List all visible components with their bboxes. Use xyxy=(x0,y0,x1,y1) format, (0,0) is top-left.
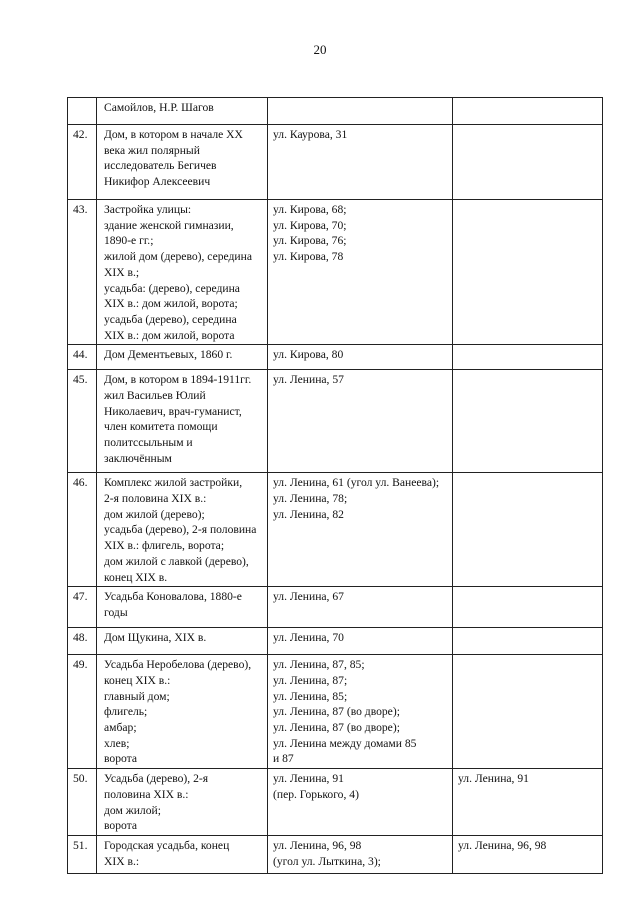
object-name-cell xyxy=(97,125,268,200)
cell-line: амбар; xyxy=(104,721,137,735)
extra-address-cell xyxy=(453,345,603,370)
cell-line: ул. Ленина, 91 xyxy=(273,772,344,786)
table-row xyxy=(68,200,603,345)
cell-line: XIX в.: флигель, ворота; xyxy=(104,539,225,553)
cell-line: (пер. Горького, 4) xyxy=(273,787,359,801)
cell-line: Усадьба (дерево), 2-я xyxy=(104,772,209,786)
cell-line: Дом, в котором в 1894-1911гг. xyxy=(104,373,252,387)
address-cell xyxy=(268,473,453,587)
cell-line: 2-я половина XIX в.: xyxy=(104,492,207,506)
cell-line: Комплекс жилой застройки, xyxy=(104,476,243,490)
cell-line: ул. Ленина, 96, 98 xyxy=(273,838,362,852)
cell-line: Самойлов, Н.Р. Шагов xyxy=(104,101,214,114)
row-number-cell: 51. xyxy=(68,835,97,873)
object-name-cell xyxy=(97,370,268,473)
cell-line: ул. Ленина, 85; xyxy=(273,689,348,703)
extra-address-cell xyxy=(453,370,603,473)
cell-line: флигель; xyxy=(104,705,148,719)
cell-line: ул. Ленина, 82 xyxy=(273,507,344,521)
address-cell xyxy=(268,655,453,769)
cell-line: Дом Дементьевых, 1860 г. xyxy=(104,348,233,362)
address-cell xyxy=(268,98,453,125)
object-name-cell xyxy=(97,587,268,628)
table-row xyxy=(68,835,603,873)
extra-address-cell xyxy=(453,200,603,345)
cell-line: и 87 xyxy=(273,752,294,766)
cell-line: Застройка улицы: xyxy=(104,203,192,216)
address-cell xyxy=(268,587,453,628)
cell-line: Дом Щукина, XIX в. xyxy=(104,631,207,645)
cell-line: ул. Ленина, 87 (во дворе); xyxy=(273,721,400,735)
extra-address-cell xyxy=(453,473,603,587)
cell-line: ул. Ленина, 87 (во дворе); xyxy=(273,705,400,719)
extra-address-cell xyxy=(453,769,603,836)
row-number-cell: 47. xyxy=(68,587,97,628)
cell-line: ул. Кирова, 70; xyxy=(273,218,347,232)
object-name-cell xyxy=(97,769,268,836)
cell-line: ул. Ленина, 87; xyxy=(273,673,348,687)
table-row xyxy=(68,655,603,769)
address-cell xyxy=(268,769,453,836)
address-cell xyxy=(268,345,453,370)
extra-address-cell xyxy=(453,98,603,125)
address-cell xyxy=(268,628,453,655)
cell-line: XIX в.: xyxy=(104,854,140,868)
cell-line: заключённым xyxy=(104,451,172,465)
extra-address-cell xyxy=(453,628,603,655)
cell-line: Городская усадьба, конец xyxy=(104,838,230,852)
object-name-cell xyxy=(97,655,268,769)
row-number-cell: 44. xyxy=(68,345,97,370)
cell-line: ул. Кирова, 68; xyxy=(273,203,347,216)
cell-line: века жил полярный xyxy=(104,143,200,157)
extra-address-cell xyxy=(453,125,603,200)
page-number: 20 xyxy=(313,42,327,57)
cell-line: исследователь Бегичев xyxy=(104,159,217,173)
table-body xyxy=(68,98,603,874)
object-name-cell xyxy=(97,200,268,345)
cell-line: Никифор Алексеевич xyxy=(104,175,211,189)
cell-line: Дом, в котором в начале XX xyxy=(104,128,243,141)
cell-line: политссыльным и xyxy=(104,436,193,450)
cell-line: ул. Каурова, 31 xyxy=(273,128,348,141)
object-name-cell xyxy=(97,835,268,873)
cell-line: Николаевич, врач-гуманист, xyxy=(104,404,242,418)
cell-line: ул. Ленина, 61 (угол ул. Ванеева); xyxy=(273,476,440,490)
cell-line: ул. Кирова, 80 xyxy=(273,348,344,362)
cell-line: XIX в.; xyxy=(104,265,140,279)
address-cell xyxy=(268,370,453,473)
cell-line: жил Васильев Юлий xyxy=(104,389,206,403)
cell-line: усадьба: (дерево), середина xyxy=(104,281,240,295)
monuments-table xyxy=(67,97,603,874)
cell-line: конец XIX в. xyxy=(104,570,168,584)
cell-line: (угол ул. Лыткина, 3); xyxy=(273,854,381,868)
cell-line: XIX в.: дом жилой, ворота; xyxy=(104,297,238,311)
row-number-cell: 42. xyxy=(68,125,97,200)
row-number-cell: 48. xyxy=(68,628,97,655)
cell-line: ул. Кирова, 76; xyxy=(273,234,347,248)
cell-line: член комитета помощи xyxy=(104,420,218,434)
cell-line: Усадьба Коновалова, 1880-е xyxy=(104,590,242,604)
extra-address-cell xyxy=(453,655,603,769)
cell-line: усадьба (дерево), 2-я половина xyxy=(104,523,257,537)
address-cell xyxy=(268,125,453,200)
address-cell xyxy=(268,835,453,873)
cell-line: дом жилой (дерево); xyxy=(104,507,205,521)
object-name-cell xyxy=(97,345,268,370)
cell-line: ул. Ленина, 70 xyxy=(273,631,344,645)
cell-line: ул. Ленина между домами 85 xyxy=(273,736,417,750)
row-number-cell xyxy=(68,98,97,125)
table-row xyxy=(68,769,603,836)
cell-line: главный дом; xyxy=(104,689,170,703)
table-row xyxy=(68,98,603,125)
extra-address-cell xyxy=(453,587,603,628)
cell-line: ул. Ленина, 96, 98 xyxy=(458,838,547,852)
object-name-cell xyxy=(97,98,268,125)
object-name-cell xyxy=(97,473,268,587)
table-row xyxy=(68,473,603,587)
row-number-cell: 46. xyxy=(68,473,97,587)
cell-line: Усадьба Неробелова (дерево), xyxy=(104,658,252,672)
cell-line: ул. Ленина, 78; xyxy=(273,492,348,506)
table-row xyxy=(68,345,603,370)
cell-line: ворота xyxy=(104,819,137,833)
cell-line: дом жилой с лавкой (дерево), xyxy=(104,554,249,568)
cell-line: годы xyxy=(104,605,128,619)
cell-line: усадьба (дерево), середина xyxy=(104,312,237,326)
cell-line: дом жилой; xyxy=(104,803,161,817)
cell-line: XIX в.: дом жилой, ворота xyxy=(104,328,235,342)
cell-line: конец XIX в.: xyxy=(104,673,171,687)
cell-line: половина XIX в.: xyxy=(104,787,189,801)
row-number-cell: 43. xyxy=(68,200,97,345)
row-number-cell: 50. xyxy=(68,769,97,836)
cell-line: ул. Ленина, 91 xyxy=(458,772,529,786)
table-row xyxy=(68,628,603,655)
table-row xyxy=(68,587,603,628)
table-row xyxy=(68,370,603,473)
address-cell xyxy=(268,200,453,345)
object-name-cell xyxy=(97,628,268,655)
cell-line: ул. Ленина, 57 xyxy=(273,373,344,387)
cell-line: ул. Ленина, 87, 85; xyxy=(273,658,365,672)
cell-line: ул. Кирова, 78 xyxy=(273,250,344,264)
cell-line: хлев; xyxy=(104,736,130,750)
row-number-cell: 45. xyxy=(68,370,97,473)
extra-address-cell xyxy=(453,835,603,873)
cell-line: ул. Ленина, 67 xyxy=(273,590,344,604)
table-row xyxy=(68,125,603,200)
cell-line: ворота xyxy=(104,752,137,766)
cell-line: 1890-е гг.; xyxy=(104,234,154,248)
cell-line: здание женской гимназии, xyxy=(104,218,234,232)
cell-line: жилой дом (дерево), середина xyxy=(104,250,252,264)
row-number-cell: 49. xyxy=(68,655,97,769)
